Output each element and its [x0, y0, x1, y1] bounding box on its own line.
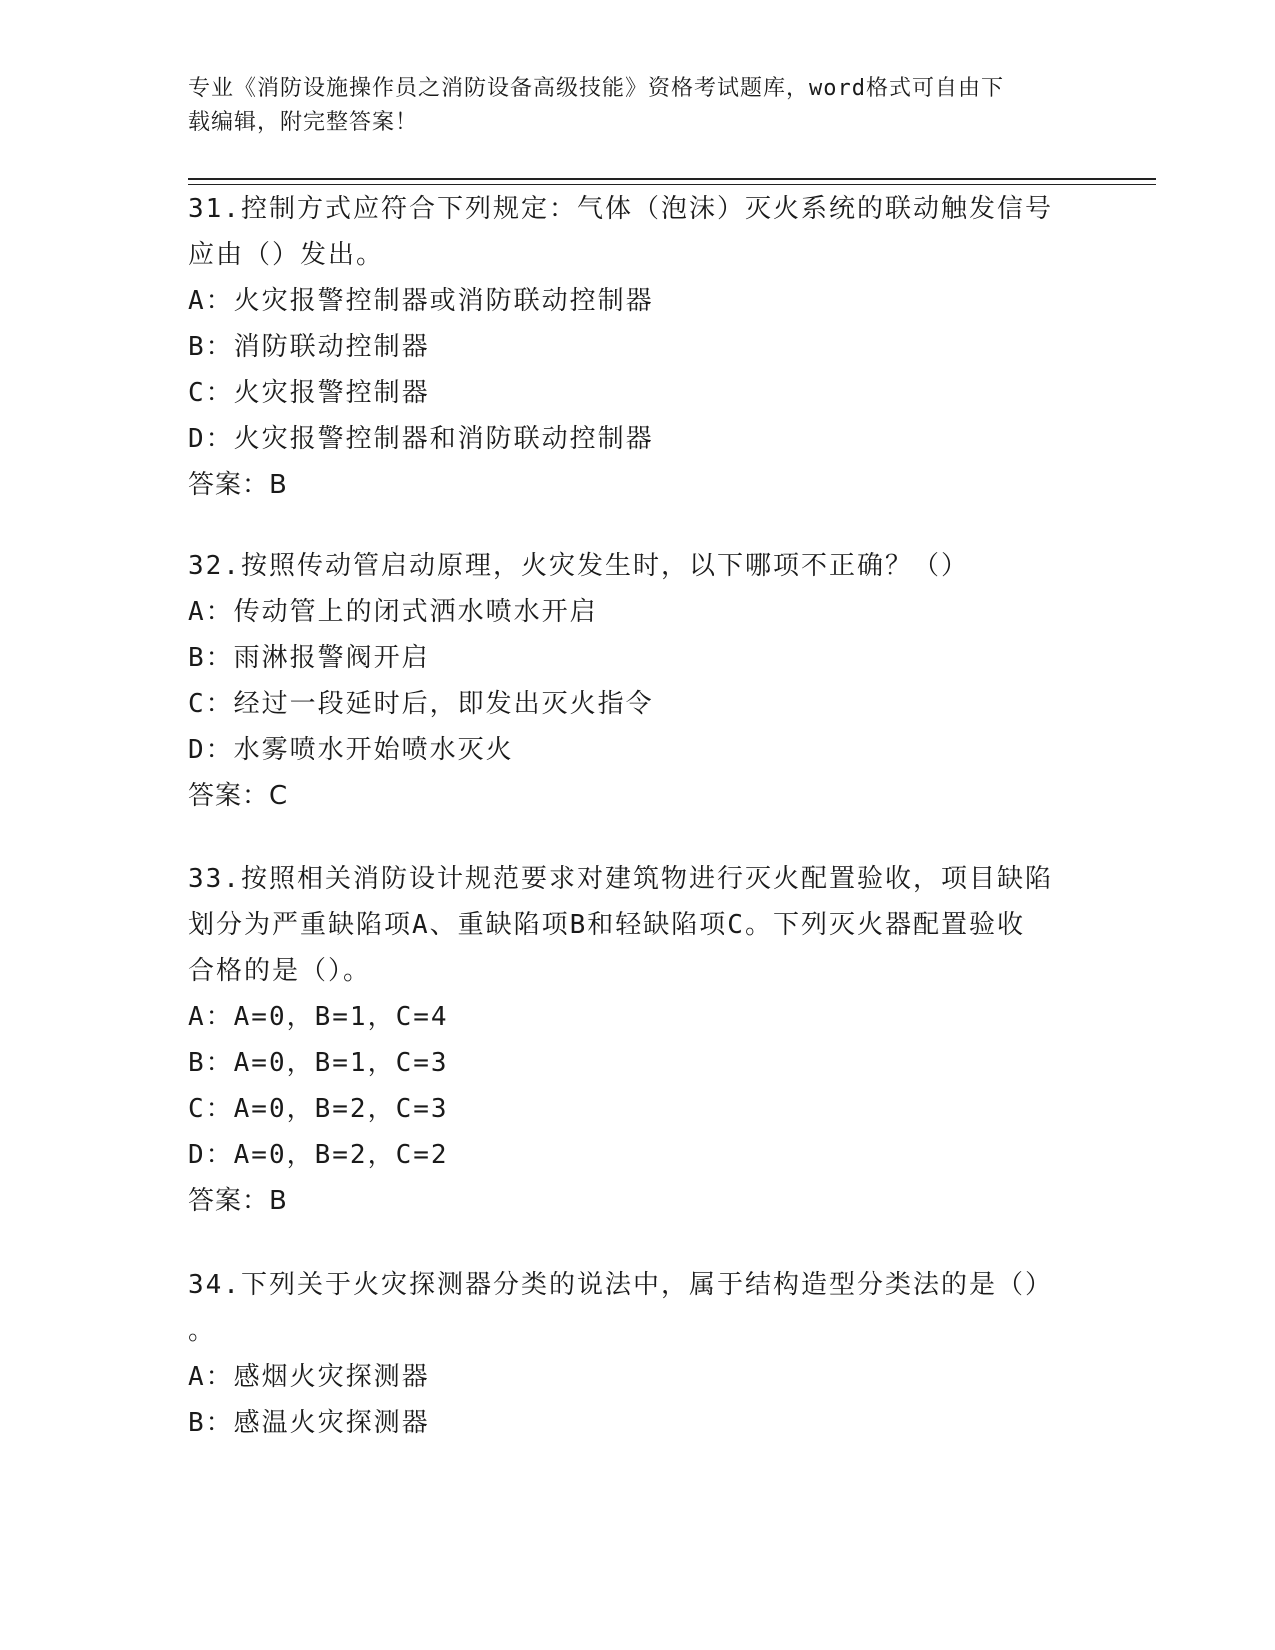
question-stem-line: 31.控制方式应符合下列规定：气体（泡沫）灭火系统的联动触发信号 [188, 194, 1053, 224]
question-34 [188, 1262, 1088, 1446]
question-stem-line: 33.按照相关消防设计规范要求对建筑物进行灭火配置验收，项目缺陷 [188, 864, 1053, 894]
option-a: A：火灾报警控制器或消防联动控制器 [188, 286, 654, 316]
option-c: C：A=0，B=2，C=3 [188, 1094, 449, 1124]
option-a: A：感烟火灾探测器 [188, 1362, 430, 1392]
option-d: D：A=0，B=2，C=2 [188, 1140, 449, 1170]
option-b: B：消防联动控制器 [188, 332, 430, 362]
question-stem-line: 合格的是（）。 [188, 956, 372, 986]
option-d: D：水雾喷水开始喷水灭火 [188, 735, 514, 765]
option-b: B：A=0，B=1，C=3 [188, 1048, 449, 1078]
question-stem-line: 32.按照传动管启动原理，火灾发生时，以下哪项不正确？（） [188, 551, 969, 581]
option-a: A：A=0，B=1，C=4 [188, 1002, 449, 1032]
header-divider-thick [188, 178, 1156, 180]
header-divider-thin [188, 184, 1156, 185]
header-line-2: 载编辑，附完整答案！ [188, 110, 419, 135]
option-a: A：传动管上的闭式洒水喷水开启 [188, 597, 598, 627]
answer-label: 答案：B [188, 470, 288, 500]
option-d: D：火灾报警控制器和消防联动控制器 [188, 424, 654, 454]
question-33 [188, 856, 1088, 1224]
option-b: B：感温火灾探测器 [188, 1408, 430, 1438]
question-stem-line: 划分为严重缺陷项A、重缺陷项B和轻缺陷项C。下列灭火器配置验收 [188, 910, 1025, 940]
answer-label: 答案：C [188, 781, 289, 811]
question-stem-line: 。 [188, 1316, 217, 1346]
header-line-1: 专业《消防设施操作员之消防设备高级技能》资格考试题库，word格式可自由下 [188, 76, 1004, 101]
document-header [188, 72, 1088, 140]
option-c: C：火灾报警控制器 [188, 378, 430, 408]
question-31 [188, 186, 1088, 508]
answer-label: 答案：B [188, 1186, 288, 1216]
question-stem-line: 应由（）发出。 [188, 240, 385, 270]
option-c: C：经过一段延时后，即发出灭火指令 [188, 689, 654, 719]
question-32 [188, 543, 1088, 819]
question-stem-line: 34.下列关于火灾探测器分类的说法中，属于结构造型分类法的是（） [188, 1270, 1053, 1300]
option-b: B：雨淋报警阀开启 [188, 643, 430, 673]
